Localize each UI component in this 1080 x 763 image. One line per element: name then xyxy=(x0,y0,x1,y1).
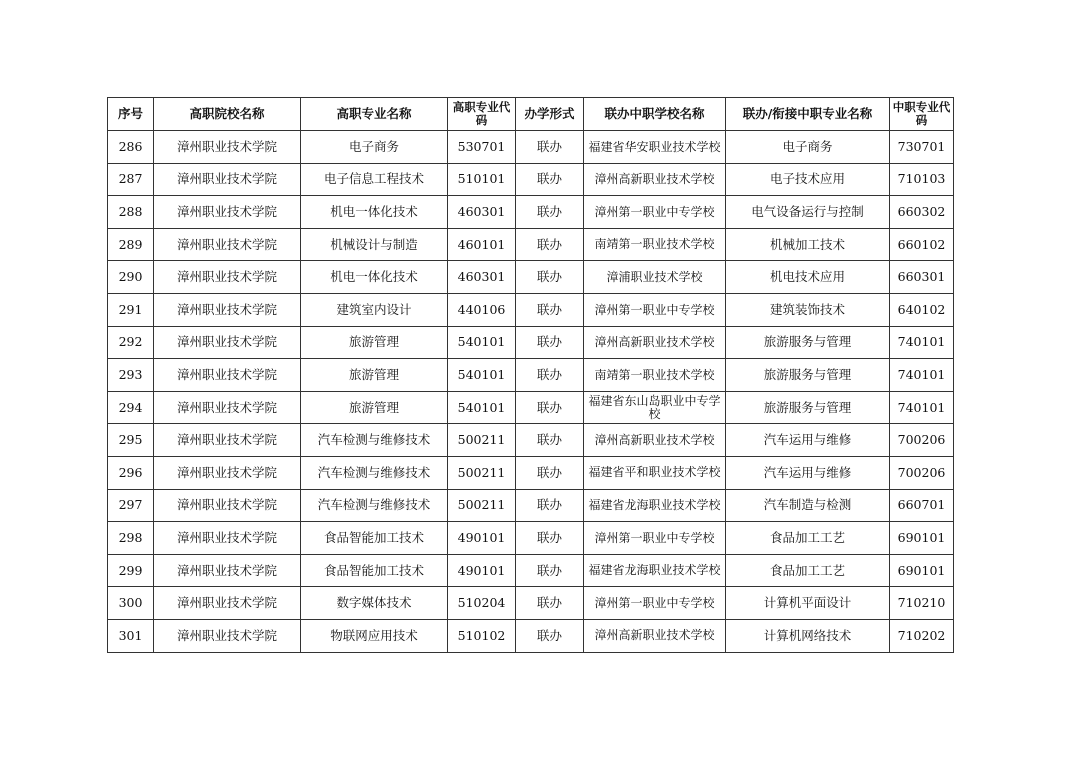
cell-major-name: 机电一体化技术 xyxy=(301,196,448,229)
table-row xyxy=(108,326,954,359)
table-row xyxy=(108,619,954,652)
cell-school-form: 联办 xyxy=(516,326,584,359)
cell-partner-major: 食品加工工艺 xyxy=(726,522,890,555)
cell-school-form: 联办 xyxy=(516,163,584,196)
cell-school-form: 联办 xyxy=(516,131,584,164)
cell-major-code: 500211 xyxy=(448,424,516,457)
cell-partner-code: 700206 xyxy=(890,456,954,489)
cell-college-name: 漳州职业技术学院 xyxy=(154,456,301,489)
cell-index: 288 xyxy=(108,196,154,229)
cell-partner-school: 漳州高新职业技术学校 xyxy=(584,326,726,359)
cell-college-name: 漳州职业技术学院 xyxy=(154,489,301,522)
cell-partner-school: 漳州第一职业中专学校 xyxy=(584,196,726,229)
cell-partner-code: 660302 xyxy=(890,196,954,229)
cell-college-name: 漳州职业技术学院 xyxy=(154,326,301,359)
table-row xyxy=(108,424,954,457)
cell-partner-major: 旅游服务与管理 xyxy=(726,359,890,392)
cell-school-form: 联办 xyxy=(516,554,584,587)
cell-partner-code: 690101 xyxy=(890,554,954,587)
cell-major-code: 490101 xyxy=(448,522,516,555)
table-header xyxy=(108,98,954,131)
table-row xyxy=(108,196,954,229)
cell-major-code: 510101 xyxy=(448,163,516,196)
cell-partner-school: 漳州高新职业技术学校 xyxy=(584,424,726,457)
cell-partner-code: 640102 xyxy=(890,293,954,326)
table-row xyxy=(108,293,954,326)
table-row xyxy=(108,456,954,489)
header-partner-major: 联办/衔接中职专业名称 xyxy=(726,98,890,131)
cell-partner-school: 南靖第一职业技术学校 xyxy=(584,359,726,392)
cell-partner-major: 旅游服务与管理 xyxy=(726,391,890,424)
cell-partner-major: 汽车运用与维修 xyxy=(726,456,890,489)
table-body xyxy=(108,131,954,653)
cell-school-form: 联办 xyxy=(516,587,584,620)
cell-school-form: 联办 xyxy=(516,228,584,261)
table-row xyxy=(108,131,954,164)
cell-school-form: 联办 xyxy=(516,456,584,489)
cell-major-name: 汽车检测与维修技术 xyxy=(301,456,448,489)
cell-major-code: 540101 xyxy=(448,359,516,392)
cell-major-name: 物联网应用技术 xyxy=(301,619,448,652)
cell-partner-major: 电子技术应用 xyxy=(726,163,890,196)
cell-index: 298 xyxy=(108,522,154,555)
cell-partner-school: 漳州第一职业中专学校 xyxy=(584,522,726,555)
cell-college-name: 漳州职业技术学院 xyxy=(154,587,301,620)
table-row xyxy=(108,522,954,555)
cell-index: 294 xyxy=(108,391,154,424)
cell-partner-major: 建筑装饰技术 xyxy=(726,293,890,326)
cell-major-name: 旅游管理 xyxy=(301,326,448,359)
cell-college-name: 漳州职业技术学院 xyxy=(154,196,301,229)
cell-partner-code: 660301 xyxy=(890,261,954,294)
cell-school-form: 联办 xyxy=(516,359,584,392)
cell-partner-major: 汽车制造与检测 xyxy=(726,489,890,522)
cell-major-code: 460301 xyxy=(448,261,516,294)
cell-school-form: 联办 xyxy=(516,489,584,522)
cell-index: 291 xyxy=(108,293,154,326)
cell-school-form: 联办 xyxy=(516,261,584,294)
table-row xyxy=(108,391,954,424)
table-row xyxy=(108,489,954,522)
cell-major-name: 旅游管理 xyxy=(301,359,448,392)
cell-major-name: 食品智能加工技术 xyxy=(301,554,448,587)
program-table xyxy=(107,97,954,653)
cell-index: 296 xyxy=(108,456,154,489)
cell-major-code: 510102 xyxy=(448,619,516,652)
cell-major-name: 汽车检测与维修技术 xyxy=(301,489,448,522)
cell-major-name: 机电一体化技术 xyxy=(301,261,448,294)
cell-college-name: 漳州职业技术学院 xyxy=(154,554,301,587)
cell-partner-major: 机械加工技术 xyxy=(726,228,890,261)
cell-partner-major: 汽车运用与维修 xyxy=(726,424,890,457)
cell-partner-code: 660701 xyxy=(890,489,954,522)
cell-index: 299 xyxy=(108,554,154,587)
cell-partner-school: 漳州第一职业中专学校 xyxy=(584,587,726,620)
header-school-form: 办学形式 xyxy=(516,98,584,131)
table-row xyxy=(108,163,954,196)
program-table-sheet xyxy=(107,97,954,653)
table-row xyxy=(108,261,954,294)
cell-school-form: 联办 xyxy=(516,196,584,229)
cell-index: 292 xyxy=(108,326,154,359)
cell-partner-code: 690101 xyxy=(890,522,954,555)
cell-school-form: 联办 xyxy=(516,293,584,326)
cell-school-form: 联办 xyxy=(516,619,584,652)
cell-partner-school: 漳州高新职业技术学校 xyxy=(584,619,726,652)
cell-major-name: 电子商务 xyxy=(301,131,448,164)
cell-index: 290 xyxy=(108,261,154,294)
cell-partner-major: 计算机平面设计 xyxy=(726,587,890,620)
cell-college-name: 漳州职业技术学院 xyxy=(154,522,301,555)
cell-index: 293 xyxy=(108,359,154,392)
cell-major-name: 食品智能加工技术 xyxy=(301,522,448,555)
table-row xyxy=(108,359,954,392)
cell-partner-major: 食品加工工艺 xyxy=(726,554,890,587)
cell-partner-major: 计算机网络技术 xyxy=(726,619,890,652)
cell-major-code: 500211 xyxy=(448,456,516,489)
cell-college-name: 漳州职业技术学院 xyxy=(154,619,301,652)
cell-major-name: 电子信息工程技术 xyxy=(301,163,448,196)
cell-index: 289 xyxy=(108,228,154,261)
cell-index: 300 xyxy=(108,587,154,620)
cell-major-code: 540101 xyxy=(448,326,516,359)
cell-partner-school: 福建省龙海职业技术学校 xyxy=(584,554,726,587)
cell-partner-code: 660102 xyxy=(890,228,954,261)
cell-index: 297 xyxy=(108,489,154,522)
cell-college-name: 漳州职业技术学院 xyxy=(154,293,301,326)
cell-school-form: 联办 xyxy=(516,522,584,555)
cell-index: 295 xyxy=(108,424,154,457)
cell-partner-code: 700206 xyxy=(890,424,954,457)
cell-major-code: 440106 xyxy=(448,293,516,326)
cell-major-code: 460101 xyxy=(448,228,516,261)
cell-college-name: 漳州职业技术学院 xyxy=(154,228,301,261)
cell-major-code: 500211 xyxy=(448,489,516,522)
table-row xyxy=(108,587,954,620)
header-partner-school: 联办中职学校名称 xyxy=(584,98,726,131)
cell-major-name: 机械设计与制造 xyxy=(301,228,448,261)
cell-partner-major: 机电技术应用 xyxy=(726,261,890,294)
cell-partner-code: 710210 xyxy=(890,587,954,620)
cell-major-code: 490101 xyxy=(448,554,516,587)
cell-partner-school: 福建省平和职业技术学校 xyxy=(584,456,726,489)
cell-college-name: 漳州职业技术学院 xyxy=(154,261,301,294)
cell-partner-school: 漳浦职业技术学校 xyxy=(584,261,726,294)
cell-partner-school: 福建省东山岛职业中专学校 xyxy=(584,391,726,424)
cell-partner-code: 730701 xyxy=(890,131,954,164)
cell-college-name: 漳州职业技术学院 xyxy=(154,163,301,196)
cell-index: 287 xyxy=(108,163,154,196)
cell-partner-code: 710103 xyxy=(890,163,954,196)
header-row xyxy=(108,98,954,131)
header-partner-code: 中职专业代码 xyxy=(890,98,954,131)
table-row xyxy=(108,554,954,587)
cell-college-name: 漳州职业技术学院 xyxy=(154,359,301,392)
cell-school-form: 联办 xyxy=(516,424,584,457)
cell-major-code: 460301 xyxy=(448,196,516,229)
cell-partner-major: 电气设备运行与控制 xyxy=(726,196,890,229)
header-college-name: 高职院校名称 xyxy=(154,98,301,131)
cell-major-name: 汽车检测与维修技术 xyxy=(301,424,448,457)
cell-index: 286 xyxy=(108,131,154,164)
cell-partner-code: 740101 xyxy=(890,391,954,424)
cell-partner-school: 福建省龙海职业技术学校 xyxy=(584,489,726,522)
cell-partner-school: 南靖第一职业技术学校 xyxy=(584,228,726,261)
cell-school-form: 联办 xyxy=(516,391,584,424)
cell-college-name: 漳州职业技术学院 xyxy=(154,391,301,424)
cell-major-name: 旅游管理 xyxy=(301,391,448,424)
header-major-name: 高职专业名称 xyxy=(301,98,448,131)
cell-partner-code: 740101 xyxy=(890,359,954,392)
cell-index: 301 xyxy=(108,619,154,652)
cell-major-code: 540101 xyxy=(448,391,516,424)
cell-partner-school: 漳州第一职业中专学校 xyxy=(584,293,726,326)
cell-partner-code: 710202 xyxy=(890,619,954,652)
cell-major-code: 530701 xyxy=(448,131,516,164)
cell-college-name: 漳州职业技术学院 xyxy=(154,424,301,457)
cell-partner-school: 漳州高新职业技术学校 xyxy=(584,163,726,196)
cell-partner-major: 旅游服务与管理 xyxy=(726,326,890,359)
cell-college-name: 漳州职业技术学院 xyxy=(154,131,301,164)
cell-major-name: 数字媒体技术 xyxy=(301,587,448,620)
cell-major-name: 建筑室内设计 xyxy=(301,293,448,326)
header-major-code: 高职专业代码 xyxy=(448,98,516,131)
cell-major-code: 510204 xyxy=(448,587,516,620)
table-row xyxy=(108,228,954,261)
cell-partner-code: 740101 xyxy=(890,326,954,359)
header-index: 序号 xyxy=(108,98,154,131)
cell-partner-school: 福建省华安职业技术学校 xyxy=(584,131,726,164)
cell-partner-major: 电子商务 xyxy=(726,131,890,164)
